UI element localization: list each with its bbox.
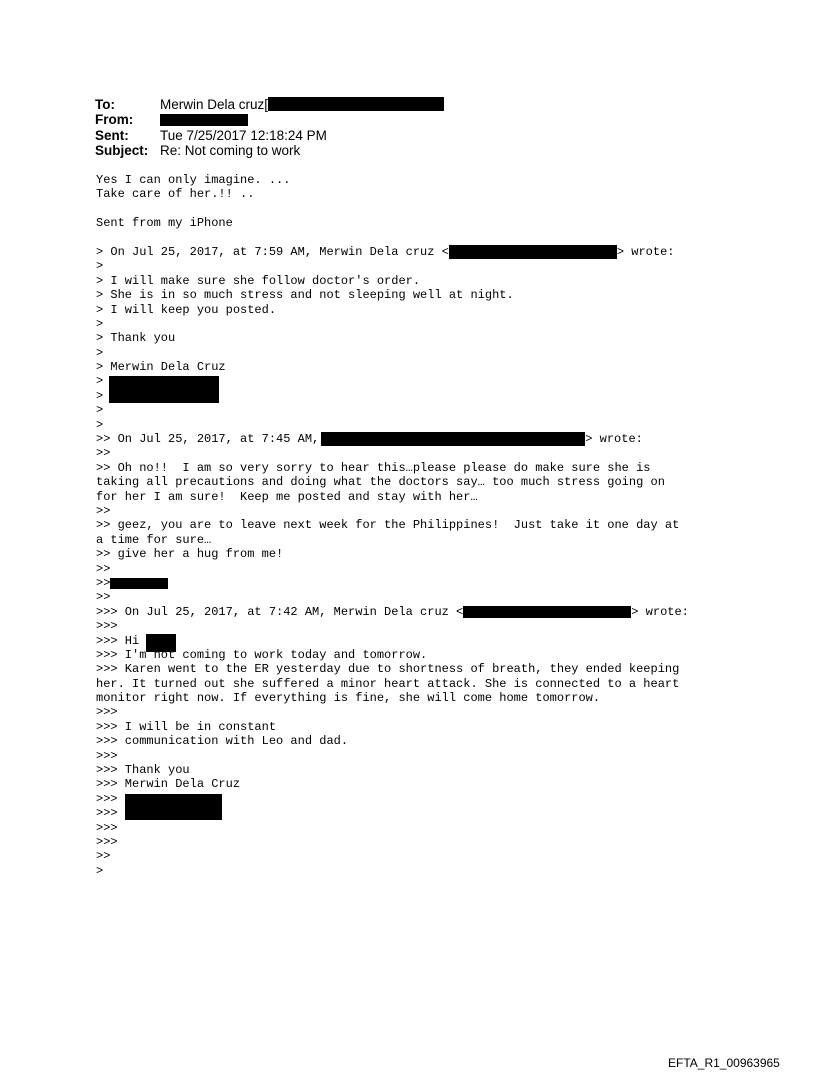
body-line: a time for sure… (96, 532, 212, 547)
body-line: >>> (96, 820, 118, 835)
redaction-bar (160, 114, 248, 126)
quote-marker: >>> (96, 791, 118, 806)
quote-header-line (96, 245, 756, 259)
sent-row (95, 128, 595, 143)
from-value (160, 112, 248, 127)
greeting-text: >>> Hi (96, 633, 140, 648)
quote-marker: > (96, 374, 104, 389)
quote-header-text: >> On Jul 25, 2017, at 7:45 AM, (96, 432, 320, 447)
body-line: >> Oh no!! I am so very sorry to hear this…please please do make sure she is (96, 460, 651, 475)
document-id: EFTA_R1_00963965 (668, 1056, 780, 1070)
body-line: >>> I will be in constant (96, 719, 277, 734)
to-row (95, 97, 595, 112)
body-line: >>> communication with Leo and dad. (96, 734, 349, 749)
redaction-bar (449, 245, 617, 259)
body-line (96, 374, 756, 388)
body-line: >>> (96, 705, 118, 720)
quote-header-text: > On Jul 25, 2017, at 7:59 AM, Merwin Dela cruz < (96, 244, 449, 259)
body-line (96, 634, 756, 648)
to-label: To: (95, 97, 115, 112)
body-line: >>> (96, 748, 118, 763)
body-line: > I will keep you posted. (96, 302, 277, 317)
body-line: > (96, 316, 104, 331)
body-line: >> (96, 446, 111, 461)
wrote-suffix: > wrote: (631, 604, 689, 619)
body-line: >> give her a hug from me! (96, 547, 284, 562)
body-line: >> (96, 849, 111, 864)
quote-header-line (96, 432, 756, 446)
to-value (160, 97, 444, 112)
body-line (96, 231, 756, 245)
body-line: > (96, 417, 104, 432)
email-body (96, 173, 756, 878)
sent-value: Tue 7/25/2017 12:18:24 PM (160, 127, 327, 143)
body-line: taking all precautions and doing what the doctors say… too much stress going on (96, 475, 665, 490)
subject-label: Subject: (95, 142, 149, 158)
redaction-bar (463, 606, 631, 618)
body-line: > (96, 403, 104, 418)
quote-header-line (96, 605, 756, 619)
body-line: >>> (96, 834, 118, 849)
body-line: >> (96, 503, 111, 518)
subject-value: Re: Not coming to work (160, 142, 301, 158)
body-line: >>> (96, 619, 118, 634)
quote-marker: >> (96, 575, 111, 590)
redaction-bar (110, 578, 168, 589)
body-line: >> (96, 590, 111, 605)
body-line: >>> (96, 806, 118, 821)
body-line: > (96, 345, 104, 360)
redaction-bar (321, 432, 585, 446)
body-line: her. It turned out she suffered a minor heart attack. She is connected to a heart (96, 676, 680, 691)
body-line: >>> Merwin Dela Cruz (96, 777, 241, 792)
email-header (95, 97, 595, 158)
body-line (96, 576, 756, 590)
wrote-suffix: > wrote: (585, 432, 643, 447)
body-line: for her I am sure! Keep me posted and stay with her… (96, 489, 478, 504)
wrote-suffix: > wrote: (616, 244, 675, 259)
redaction-bar (268, 97, 444, 111)
body-line: >> geez, you are to leave next week for the Philippines! Just take it one day at (96, 518, 680, 533)
body-line (96, 792, 756, 806)
from-label: From: (95, 112, 134, 128)
body-line: Take care of her.!! .. (96, 187, 255, 202)
body-line: monitor right now. If everything is fine, she will come home tomorrow. (96, 691, 601, 706)
body-line: > (96, 863, 104, 878)
body-line: > I will make sure she follow doctor's order. (96, 273, 421, 288)
body-line: >>> I'm not coming to work today and tomorrow. (96, 647, 428, 662)
body-line: >>> Thank you (96, 763, 190, 778)
body-line: > Thank you (96, 331, 176, 346)
from-row (95, 112, 595, 127)
body-line: > She is in so much stress and not sleeping well at night. (96, 288, 514, 303)
body-line: > Merwin Dela Cruz (96, 360, 226, 375)
body-line: > (96, 259, 104, 274)
to-name: Merwin Dela cruz[ (160, 97, 269, 112)
body-line: >>> Karen went to the ER yesterday due to shortness of breath, they ended keeping (96, 662, 680, 677)
body-line (96, 202, 756, 216)
body-line: > (96, 388, 104, 403)
subject-row (95, 143, 595, 158)
body-line: Yes I can only imagine. ... (96, 173, 291, 187)
sent-label: Sent: (95, 127, 129, 143)
quote-header-text: >>> On Jul 25, 2017, at 7:42 AM, Merwin Dela cruz < (96, 604, 464, 619)
body-line: >> (96, 561, 111, 576)
body-line: Sent from my iPhone (96, 216, 233, 231)
